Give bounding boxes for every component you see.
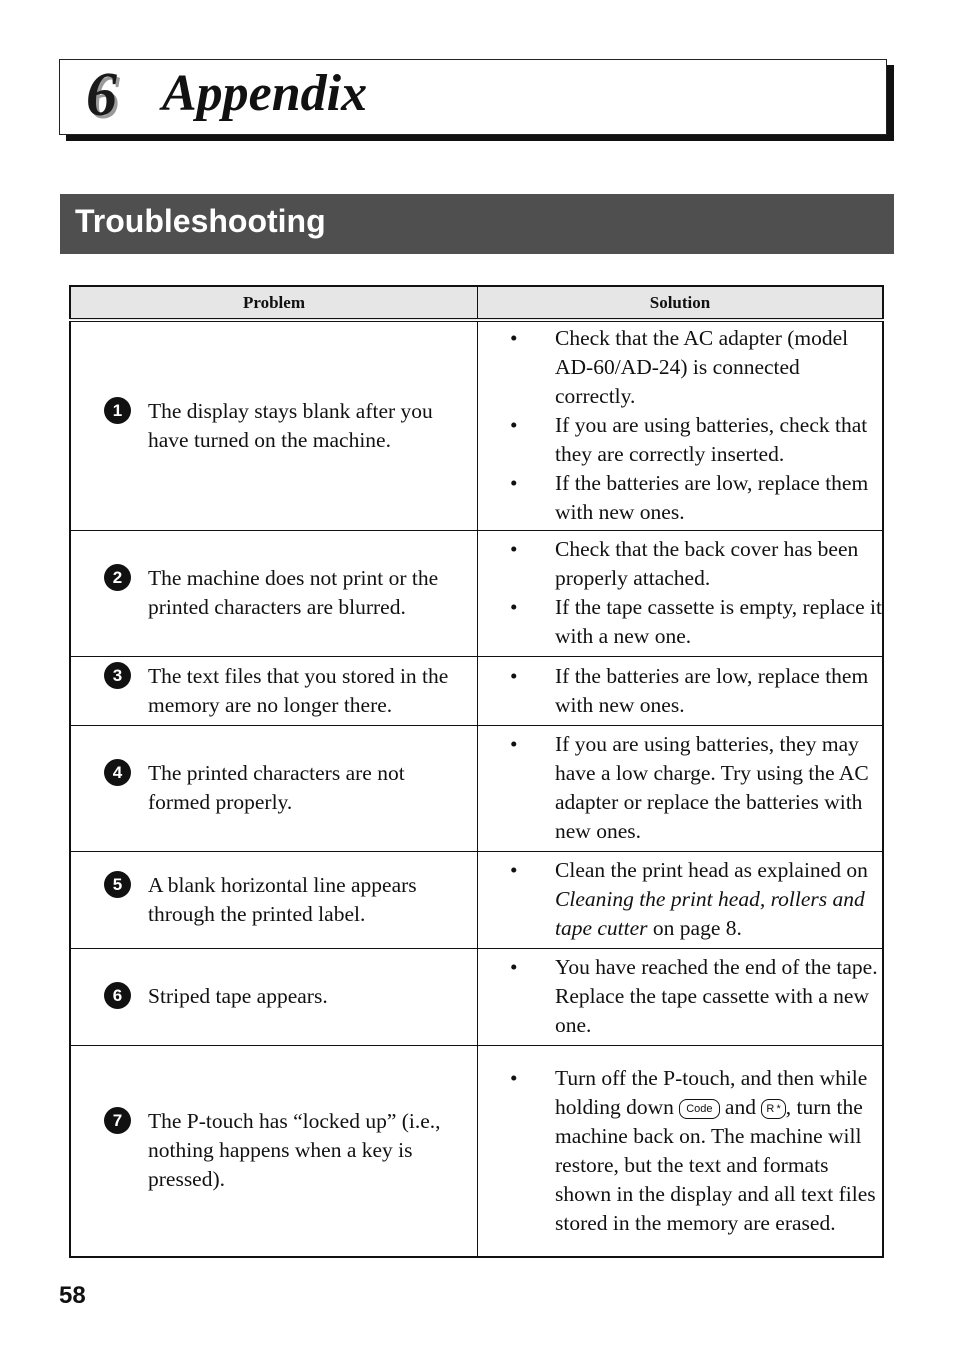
number-badge: 1 [104, 397, 131, 424]
number-badge: 7 [104, 1107, 131, 1134]
solution-text-after: on page 8. [647, 916, 742, 940]
bullet: • [510, 955, 518, 979]
section-title: Troubleshooting [75, 203, 326, 239]
solution-text: If the batteries are low, replace them with new ones. [555, 663, 869, 717]
list-item [478, 535, 882, 593]
problem-cell [70, 948, 478, 1045]
number-badge: 5 [104, 871, 131, 898]
problem-cell [70, 725, 478, 851]
table-row [70, 1045, 883, 1257]
problem-cell [70, 1045, 478, 1257]
chapter-header [59, 59, 887, 135]
list-item [478, 953, 882, 1040]
solution-text: If you are using batteries, they may have a low charge. Try using the AC adapter or replace the batteries with new ones. [555, 732, 869, 843]
solution-cell [478, 948, 884, 1045]
bullet: • [510, 1065, 518, 1090]
problem-cell [70, 656, 478, 725]
chapter-title: Appendix [162, 65, 368, 122]
problem-text: A blank horizontal line appears through the printed label. [148, 872, 417, 926]
troubleshooting-table [69, 285, 884, 1258]
list-item [478, 324, 882, 411]
problem-text: The P-touch has “locked up” (i.e., nothing happens when a key is pressed). [148, 1109, 441, 1192]
bullet: • [510, 858, 518, 882]
table-row [70, 948, 883, 1045]
solution-text: You have reached the end of the tape. Replace the tape cassette with a new one. [555, 955, 878, 1037]
solution-cell [478, 656, 884, 725]
solution-text-part1: Turn off the P-touch, and then while holding down [555, 1065, 868, 1119]
code-key-icon: Code [679, 1099, 719, 1119]
solution-text-before: Clean the print head as explained on [555, 858, 868, 882]
problem-text: The display stays blank after you have turned on the machine. [148, 398, 433, 452]
problem-cell [70, 851, 478, 948]
solution-text: Check that the back cover has been properly attached. [555, 537, 859, 590]
solution-text-part2: and [719, 1094, 762, 1119]
table-row [70, 725, 883, 851]
solution-text: If you are using batteries, check that they are correctly inserted. [555, 413, 868, 467]
solution-cell [478, 530, 884, 656]
list-item [478, 730, 882, 846]
problem-cell [70, 530, 478, 656]
problem-text: The text files that you stored in the memory are no longer there. [148, 663, 449, 717]
table-row [70, 851, 883, 948]
list-item [478, 662, 882, 720]
solution-column-header: Solution [478, 286, 884, 320]
list-item [478, 856, 882, 943]
problem-text: Striped tape appears. [148, 984, 328, 1008]
problem-cell [70, 320, 478, 530]
page-number: 58 [59, 1282, 86, 1309]
solution-text: If the tape cassette is empty, replace it with a new one. [555, 595, 882, 648]
solution-cell [478, 725, 884, 851]
solution-cell [478, 1045, 884, 1257]
bullet: • [510, 471, 518, 496]
solution-text-part3: , turn the machine back on. The machine will restore, but the text and formats shown in the display and all text files stored in the memory are erased. [555, 1094, 876, 1235]
solution-text: Check that the AC adapter (model AD-60/AD-24) is connected correctly. [555, 326, 849, 409]
list-item [478, 593, 882, 651]
problem-column-header: Problem [70, 286, 478, 320]
chapter-number: 6 [86, 61, 117, 129]
number-badge: 4 [104, 759, 131, 786]
list-item [478, 411, 882, 469]
bullet: • [510, 663, 518, 688]
table-row [70, 320, 883, 530]
bullet: • [510, 537, 518, 561]
number-badge: 2 [104, 564, 131, 591]
problem-text: The machine does not print or the printed characters are blurred. [148, 566, 439, 619]
table-row [70, 530, 883, 656]
r-key-icon: R * [761, 1099, 785, 1119]
cross-reference: Cleaning the print head, rollers and tape cutter [555, 887, 865, 940]
list-item [478, 469, 882, 527]
bullet: • [510, 595, 518, 619]
bullet: • [510, 732, 518, 756]
section-header [60, 194, 894, 254]
number-badge: 6 [104, 982, 131, 1009]
problem-text: The printed characters are not formed properly. [148, 761, 405, 814]
solution-cell [478, 320, 884, 530]
bullet: • [510, 413, 518, 438]
table-row [70, 656, 883, 725]
table-header-row [70, 286, 883, 320]
list-item [478, 1064, 882, 1238]
bullet: • [510, 326, 518, 351]
solution-text: If the batteries are low, replace them with new ones. [555, 471, 869, 525]
number-badge: 3 [104, 662, 131, 689]
solution-cell [478, 851, 884, 948]
